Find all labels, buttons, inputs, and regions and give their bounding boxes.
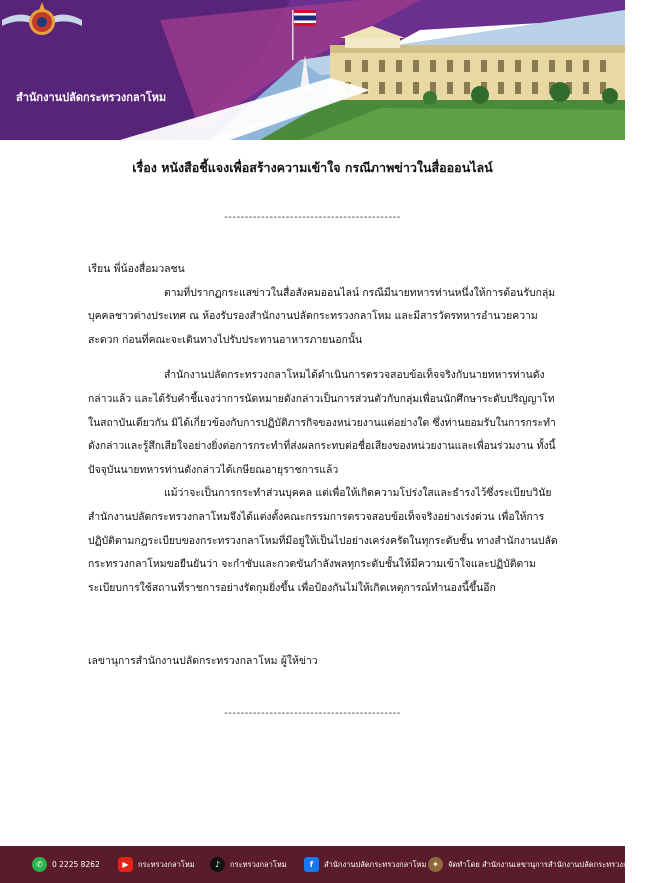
footer-tiktok[interactable] <box>210 857 287 872</box>
document-body <box>88 258 560 600</box>
signature: เลขานุการสำนักงานปลัดกระทรวงกลาโหม ผู้ให้ข่าว <box>88 655 318 667</box>
footer-bar <box>0 846 650 883</box>
paragraph-3: แม้ว่าจะเป็นการกระทำส่วนบุคคล แต่เพื่อให้เกิดความโปร่งใสและธำรงไว้ซึ่งระเบียบวินัย สำนักงานปลัดกระทรวงกลาโหมจึงได้แต่งตั้งคณะกรรมการตรวจสอบข้อเท็จจริงอย่างเร่งด่วน เพื่อให้การปฏิบัติตามกฎระเบียบของกระทรวงกลาโหมที่มีอยู่ให้เป็นไปอย่างเคร่งครัดในทุกระดับชั้น ทางสำนักงานปลัดกระทรวงกลาโหมขอยืนยันว่า จะกำชับและกวดขันกำลังพลทุกระดับชั้นให้มีความเข้าใจและปฏิบัติตามระเบียบการใช้สถานที่ราชการอย่างรัดกุมยิ่งขึ้น เพื่อป้องกันไม่ให้เกิดเหตุการณ์ทำนองนี้ขึ้นอีก <box>88 487 558 594</box>
phone-icon: ✆ <box>32 857 47 872</box>
footer-phone[interactable] <box>32 857 100 872</box>
header-graphic <box>0 0 625 140</box>
footer-tiktok-label: กระทรวงกลาโหม <box>230 859 287 869</box>
footer-facebook[interactable] <box>304 857 426 872</box>
org-name: สำนักงานปลัดกระทรวงกลาโหม <box>16 91 167 104</box>
footer-youtube[interactable] <box>118 857 195 872</box>
footer-youtube-label: กระทรวงกลาโหม <box>138 859 195 869</box>
footer-credit <box>428 857 650 872</box>
tiktok-icon: ♪ <box>210 857 225 872</box>
divider-bottom: ------------------------------------------- <box>224 708 401 719</box>
paragraph-2: สำนักงานปลัดกระทรวงกลาโหมได้ดำเนินการตรวจสอบข้อเท็จจริงกับนายทหารท่านดังกล่าวแล้ว และได้รับคำชี้แจงว่าการนัดหมายดังกล่าวเป็นการส่วนตัวกับกลุ่มเพื่อนนักศึกษาระดับปริญญาโทในสถาบันเดียวกัน มิได้เกี่ยวข้องกับการปฏิบัติภารกิจของหน่วยงานแต่อย่างใด ซึ่งท่านยอมรับในการกระทำดังกล่าวและรู้สึกเสียใจอย่างยิ่งต่อการกระทำที่ส่งผลกระทบต่อชื่อเสียงของหน่วยงานและเพื่อนร่วมงาน ทั้งนี้ ปัจจุบันนายทหารท่านดังกล่าวได้เกษียณอายุราชการแล้ว <box>88 369 556 476</box>
header-banner <box>0 0 625 140</box>
footer-facebook-label: สำนักงานปลัดกระทรวงกลาโหม <box>324 859 427 869</box>
facebook-icon: f <box>304 857 319 872</box>
ministry-emblem-icon <box>0 0 84 44</box>
document-subject: เรื่อง หนังสือชี้แจงเพื่อสร้างความเข้าใจ กรณีภาพข่าวในสื่อออนไลน์ <box>132 160 493 175</box>
footer-phone-label: 0 2225 8262 <box>52 860 100 869</box>
youtube-icon: ▶ <box>118 857 133 872</box>
salutation: เรียน พี่น้องสื่อมวลชน <box>88 263 185 275</box>
footer-credit-label: จัดทำโดย สำนักงานเลขานุการสำนักงานปลัดกระทรวงกลาโหม <box>448 859 650 869</box>
emblem-icon: ✦ <box>428 857 443 872</box>
paragraph-1: ตามที่ปรากฏกระแสข่าวในสื่อสังคมออนไลน์ กรณีมีนายทหารท่านหนึ่งให้การต้อนรับกลุ่มบุคคลชาวต่างประเทศ ณ ห้องรับรองสำนักงานปลัดกระทรวงกลาโหม และมีสารวัตรทหารอำนวยความสะดวก ก่อนที่คณะจะเดินทางไปรับประทานอาหารภายนอกนั้น <box>88 286 556 346</box>
divider-top: ------------------------------------------- <box>224 212 401 223</box>
